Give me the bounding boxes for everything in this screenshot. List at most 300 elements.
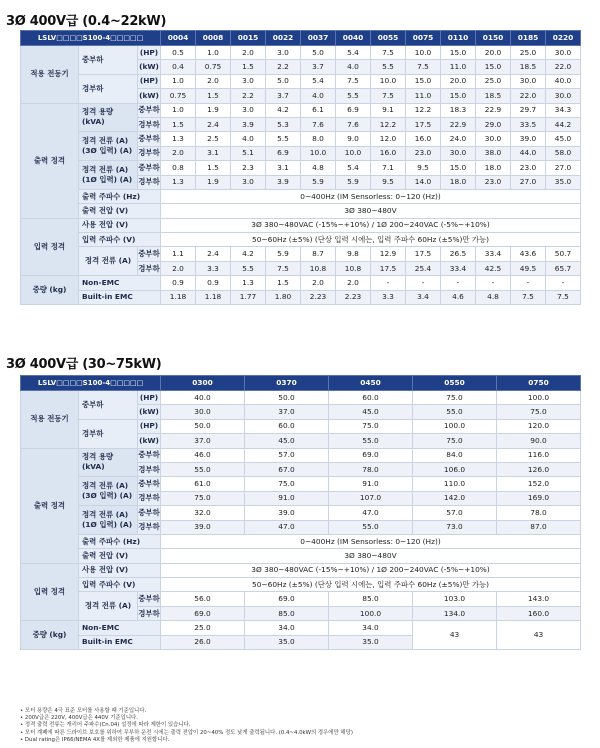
table-row [21,419,581,433]
output-cap-label: 정격 용량 (kVA) [79,448,138,477]
value-cell: 55.0 [329,434,413,448]
value-cell: 9.5 [371,175,406,189]
unit-hp: (HP) [138,391,161,405]
value-cell: 29.0 [476,117,511,131]
value-cell: 2.2 [266,60,301,74]
value-cell: 1.9 [196,175,231,189]
value-cell: 24.0 [441,132,476,146]
output-cap-label: 정격 용량 (kVA) [79,103,138,132]
value-cell: 15.0 [476,60,511,74]
output-volt-label: 출력 전압 (V) [79,549,161,563]
value-cell: 10.0 [301,146,336,160]
value-cell: 18.0 [441,175,476,189]
table-row [21,161,581,175]
value-cell: 18.3 [441,103,476,117]
footnote: • 200V급은 220V, 400V급은 440V 기준입니다. [20,715,138,722]
value-cell: 103.0 [413,592,497,606]
input-current-label: 정격 전류 (A) [79,592,138,621]
unit-kw: (kW) [138,89,161,103]
value-cell: 27.0 [511,175,546,189]
value-cell: 0.75 [161,89,196,103]
value-cell: 47.0 [245,520,329,534]
value-cell: 0.9 [196,276,231,290]
value-cell: 75.0 [329,419,413,433]
value-cell: 39.0 [511,132,546,146]
value-cell: 3.1 [266,161,301,175]
value-cell: 3.9 [266,175,301,189]
value-cell: 5.5 [231,261,266,275]
value-cell: 34.3 [546,103,581,117]
normal-duty-label: 경부하 [138,146,161,160]
value-cell: - [546,276,581,290]
model-header: LSLV□□□□S100-4□□□□□ [21,376,161,391]
value-cell: 15.0 [441,161,476,175]
table-row [21,592,581,606]
value-cell: 15.0 [441,89,476,103]
input-current-label: 정격 전류 (A) [79,247,138,276]
table-row [21,218,581,232]
value-cell: 3.7 [266,89,301,103]
value-cell: 10.0 [336,146,371,160]
spec-table-0.4-22kw [20,30,581,305]
value-cell: 6.9 [266,146,301,160]
value-cell: 91.0 [245,491,329,505]
value-cell: 1.5 [196,89,231,103]
heavy-duty-label: 중부하 [138,247,161,261]
value-cell: 91.0 [329,477,413,491]
value-cell: 116.0 [497,448,581,462]
normal-duty-label: 경부하 [138,175,161,189]
value-cell: 1.18 [196,290,231,304]
value-cell: 5.5 [336,89,371,103]
unit-kw: (kW) [138,405,161,419]
section-output: 출력 정격 [21,103,79,218]
value-cell: 8.0 [301,132,336,146]
model-col-header: 0037 [301,31,336,46]
value-cell: 27.0 [546,161,581,175]
value-cell: - [441,276,476,290]
value-cell: 17.5 [406,247,441,261]
table1-title: 3Ø 400V급 (0.4~22kW) [6,14,167,29]
output-cur1-label: 정격 전류 (A) (1Ø 입력) (A) [79,506,138,535]
value-cell: 18.5 [511,60,546,74]
value-cell: 50.7 [546,247,581,261]
model-col-header: 0008 [196,31,231,46]
value-cell: 75.0 [413,434,497,448]
value-cell: 6.9 [336,103,371,117]
non-emc-label: Non-EMC [79,276,161,290]
heavy-duty-label: 중부하 [138,477,161,491]
value-cell: 3.0 [231,175,266,189]
value-cell: 25.0 [511,46,546,60]
value-cell: 65.7 [546,261,581,275]
value-cell: 5.9 [301,175,336,189]
value-cell: 5.9 [266,247,301,261]
table-row [21,448,581,462]
value-cell: 37.0 [161,434,245,448]
footnote: • Dual rating은 IP66/NEMA 4X를 제외한 제품에 지원합니다. [20,736,170,743]
output-freq-value: 0~400Hz (IM Sensorless: 0~120 (Hz)) [161,534,581,548]
value-cell: 3.0 [266,46,301,60]
output-freq-value: 0~400Hz (IM Sensorless: 0~120 (Hz)) [161,189,581,203]
value-cell: 42.5 [476,261,511,275]
heavy-duty-label: 중부하 [138,132,161,146]
heavy-duty-label: 중부하 [138,592,161,606]
value-cell: 78.0 [329,462,413,476]
value-cell: 33.5 [511,117,546,131]
value-cell: 2.0 [231,46,266,60]
value-cell: 55.0 [161,462,245,476]
model-col-header: 0450 [329,376,413,391]
value-cell: 1.5 [161,117,196,131]
value-cell: 60.0 [329,391,413,405]
value-cell: 16.0 [406,132,441,146]
heavy-duty-label: 중부하 [138,103,161,117]
value-cell: 4.0 [336,60,371,74]
table-row [21,74,581,88]
model-col-header: 0040 [336,31,371,46]
value-cell: 2.23 [301,290,336,304]
table-row [21,276,581,290]
value-cell: 9.1 [371,103,406,117]
value-cell: 75.0 [245,477,329,491]
value-cell: 33.4 [476,247,511,261]
value-cell: 45.0 [546,132,581,146]
value-cell: 69.0 [161,606,245,620]
value-cell: - [511,276,546,290]
value-cell: 1.18 [161,290,196,304]
value-cell: 17.5 [371,261,406,275]
value-cell: 17.5 [406,117,441,131]
non-emc-label: Non-EMC [79,621,161,635]
weight-merged-value: 43 [413,621,497,650]
value-cell: 2.0 [161,146,196,160]
model-col-header: 0055 [371,31,406,46]
value-cell: 29.7 [511,103,546,117]
value-cell: 60.0 [245,419,329,433]
value-cell: 61.0 [161,477,245,491]
value-cell: 12.9 [371,247,406,261]
value-cell: 44.2 [546,117,581,131]
input-freq-label: 입력 주파수 (V) [79,233,161,247]
value-cell: 5.5 [371,60,406,74]
footnotes [20,708,353,744]
value-cell: 26.5 [441,247,476,261]
value-cell: 3.9 [231,117,266,131]
value-cell: 2.0 [301,276,336,290]
value-cell: 1.0 [161,103,196,117]
section-input: 입력 정격 [21,218,79,276]
table-row [21,204,581,218]
output-volt-value: 3Ø 380~480V [161,204,581,218]
value-cell: 22.9 [441,117,476,131]
table2-header-row [21,376,581,391]
normal-duty-label: 경부하 [138,261,161,275]
value-cell: 58.0 [546,146,581,160]
value-cell: 69.0 [245,592,329,606]
value-cell: 40.0 [546,74,581,88]
value-cell: 4.2 [266,103,301,117]
value-cell: 9.0 [336,132,371,146]
value-cell: 23.0 [511,161,546,175]
value-cell: 3.7 [301,60,336,74]
value-cell: 4.8 [476,290,511,304]
model-col-header: 0370 [245,376,329,391]
value-cell: 39.0 [161,520,245,534]
value-cell: 107.0 [329,491,413,505]
model-col-header: 0022 [266,31,301,46]
weight-merged-value: 43 [497,621,581,650]
value-cell: 30.0 [441,146,476,160]
value-cell: 33.4 [441,261,476,275]
unit-hp: (HP) [138,46,161,60]
value-cell: 23.0 [406,146,441,160]
unit-hp: (HP) [138,74,161,88]
table2-title: 3Ø 400V급 (30~75kW) [6,357,162,372]
value-cell: 45.0 [245,434,329,448]
spec-table-30-75kw [20,375,581,650]
table-row [21,132,581,146]
value-cell: 5.1 [231,146,266,160]
output-cur3-label: 정격 전류 (A) (3Ø 입력) (A) [79,477,138,506]
value-cell: 126.0 [497,462,581,476]
value-cell: 106.0 [413,462,497,476]
value-cell: 0.75 [196,60,231,74]
input-freq-value: 50~60Hz (±5%) (단상 입력 시에는, 입력 주파수 60Hz (±5%)만 가능) [161,233,581,247]
normal-duty-label: 경부하 [138,491,161,505]
value-cell: - [371,276,406,290]
table-row [21,46,581,60]
model-col-header: 0004 [161,31,196,46]
table-row [21,506,581,520]
value-cell: 20.0 [441,74,476,88]
value-cell: 7.5 [546,290,581,304]
input-volt-value: 3Ø 380~480VAC (-15%~+10%) / 1Ø 200~240VAC (-5%~+10%) [161,563,581,577]
table-row [21,477,581,491]
model-header: LSLV□□□□S100-4□□□□□ [21,31,161,46]
value-cell: 87.0 [497,520,581,534]
value-cell: 46.0 [161,448,245,462]
value-cell: 134.0 [413,606,497,620]
value-cell: 3.0 [231,103,266,117]
heavy-duty-label: 중부하 [79,46,138,75]
model-col-header: 0550 [413,376,497,391]
value-cell: 25.0 [476,74,511,88]
model-col-header: 0185 [511,31,546,46]
value-cell: 5.4 [336,46,371,60]
value-cell: 7.6 [336,117,371,131]
value-cell: 1.9 [196,103,231,117]
value-cell: 10.8 [336,261,371,275]
model-col-header: 0220 [546,31,581,46]
input-volt-value: 3Ø 380~480VAC (-15%~+10%) / 1Ø 200~240VAC (-5%~+10%) [161,218,581,232]
value-cell: 1.1 [161,247,196,261]
value-cell: 3.4 [406,290,441,304]
value-cell: 0.4 [161,60,196,74]
normal-duty-label: 경부하 [79,419,138,448]
value-cell: 1.5 [231,60,266,74]
value-cell: 12.2 [406,103,441,117]
value-cell: 18.0 [476,161,511,175]
value-cell: 30.0 [161,405,245,419]
value-cell: 7.5 [371,89,406,103]
output-freq-label: 출력 주파수 (Hz) [79,189,161,203]
input-freq-label: 입력 주파수 (V) [79,578,161,592]
value-cell: 16.0 [371,146,406,160]
value-cell: 40.0 [161,391,245,405]
value-cell: 10.0 [406,46,441,60]
value-cell: 12.2 [371,117,406,131]
value-cell: 6.1 [301,103,336,117]
output-volt-value: 3Ø 380~480V [161,549,581,563]
table-row [21,233,581,247]
value-cell: 20.0 [476,46,511,60]
value-cell: 5.0 [266,74,301,88]
value-cell: 50.0 [161,419,245,433]
value-cell: 143.0 [497,592,581,606]
output-cur1-label: 정격 전류 (A) (1Ø 입력) (A) [79,161,138,190]
value-cell: 110.0 [413,477,497,491]
value-cell: 35.0 [329,635,413,649]
model-col-header: 0110 [441,31,476,46]
value-cell: 7.5 [371,46,406,60]
value-cell: 3.0 [231,74,266,88]
value-cell: 22.9 [476,103,511,117]
unit-kw: (kW) [138,60,161,74]
input-freq-value: 50~60Hz (±5%) (단상 입력 시에는, 입력 주파수 60Hz (±5%)만 가능) [161,578,581,592]
unit-kw: (kW) [138,434,161,448]
input-volt-label: 사용 전압 (V) [79,218,161,232]
value-cell: 5.0 [301,46,336,60]
value-cell: 18.5 [476,89,511,103]
value-cell: 11.0 [441,60,476,74]
output-volt-label: 출력 전압 (V) [79,204,161,218]
model-col-header: 0015 [231,31,266,46]
value-cell: 34.0 [329,621,413,635]
footnote: • 모터 계폐에 따른 드라이브 보호를 위하여 무부하 운전 시에는 출력 전압이 20~40% 정도 낮게 출력됩니다. (0.4~4.0kW의 경우에만 해당) [20,729,353,736]
value-cell: 1.0 [161,74,196,88]
value-cell: 55.0 [329,520,413,534]
value-cell: 25.4 [406,261,441,275]
value-cell: 10.0 [371,74,406,88]
value-cell: 50.0 [245,391,329,405]
value-cell: 49.5 [511,261,546,275]
normal-duty-label: 경부하 [79,74,138,103]
table-row [21,549,581,563]
value-cell: 2.2 [231,89,266,103]
table-row [21,103,581,117]
builtin-emc-label: Built-in EMC [79,635,161,649]
value-cell: 2.4 [196,117,231,131]
value-cell: 67.0 [245,462,329,476]
heavy-duty-label: 중부하 [138,506,161,520]
value-cell: 30.0 [546,46,581,60]
table-row [21,247,581,261]
value-cell: - [476,276,511,290]
value-cell: 9.5 [406,161,441,175]
value-cell: 7.6 [301,117,336,131]
output-cur3-label: 정격 전류 (A) (3Ø 입력) (A) [79,132,138,161]
value-cell: 2.5 [196,132,231,146]
value-cell: 4.0 [301,89,336,103]
heavy-duty-label: 중부하 [138,161,161,175]
value-cell: 22.0 [511,89,546,103]
value-cell: 55.0 [413,405,497,419]
value-cell: 44.0 [511,146,546,160]
input-volt-label: 사용 전압 (V) [79,563,161,577]
value-cell: 1.3 [161,175,196,189]
value-cell: 2.0 [196,74,231,88]
value-cell: 4.0 [231,132,266,146]
value-cell: 84.0 [413,448,497,462]
value-cell: 2.0 [161,261,196,275]
model-col-header: 0150 [476,31,511,46]
value-cell: 1.3 [161,132,196,146]
value-cell: 3.1 [196,146,231,160]
table-row [21,621,581,635]
section-motor: 적용 전동기 [21,391,79,449]
normal-duty-label: 경부하 [138,606,161,620]
value-cell: 5.9 [336,175,371,189]
value-cell: 5.3 [266,117,301,131]
value-cell: 3.3 [196,261,231,275]
value-cell: 8.7 [301,247,336,261]
value-cell: 85.0 [245,606,329,620]
value-cell: 35.0 [546,175,581,189]
section-output: 출력 정격 [21,448,79,563]
value-cell: 30.0 [476,132,511,146]
model-col-header: 0750 [497,376,581,391]
section-motor: 적용 전동기 [21,46,79,104]
value-cell: 75.0 [413,391,497,405]
value-cell: 30.0 [546,89,581,103]
value-cell: 2.0 [336,276,371,290]
model-col-header: 0075 [406,31,441,46]
value-cell: 5.5 [266,132,301,146]
value-cell: - [406,276,441,290]
value-cell: 78.0 [497,506,581,520]
value-cell: 4.8 [301,161,336,175]
builtin-emc-label: Built-in EMC [79,290,161,304]
value-cell: 100.0 [329,606,413,620]
value-cell: 37.0 [245,405,329,419]
value-cell: 2.23 [336,290,371,304]
table-row [21,563,581,577]
value-cell: 75.0 [161,491,245,505]
value-cell: 7.5 [406,60,441,74]
value-cell: 25.0 [161,621,245,635]
value-cell: 5.4 [301,74,336,88]
value-cell: 7.1 [371,161,406,175]
value-cell: 15.0 [441,46,476,60]
value-cell: 100.0 [413,419,497,433]
model-col-header: 0300 [161,376,245,391]
value-cell: 23.0 [476,175,511,189]
value-cell: 1.80 [266,290,301,304]
value-cell: 35.0 [245,635,329,649]
normal-duty-label: 경부하 [138,462,161,476]
value-cell: 2.3 [231,161,266,175]
footnote: • 모터 용량은 4극 표준 모터를 사용할 때 기준입니다. [20,708,147,714]
value-cell: 57.0 [413,506,497,520]
value-cell: 4.2 [231,247,266,261]
value-cell: 73.0 [413,520,497,534]
section-input: 입력 정격 [21,563,79,621]
value-cell: 11.0 [406,89,441,103]
value-cell: 32.0 [161,506,245,520]
value-cell: 4.6 [441,290,476,304]
footnote: • 정격 출력 전류는 캐리어 주파수(Cn.04) 설정에 따라 제한이 있습니다. [20,722,191,729]
